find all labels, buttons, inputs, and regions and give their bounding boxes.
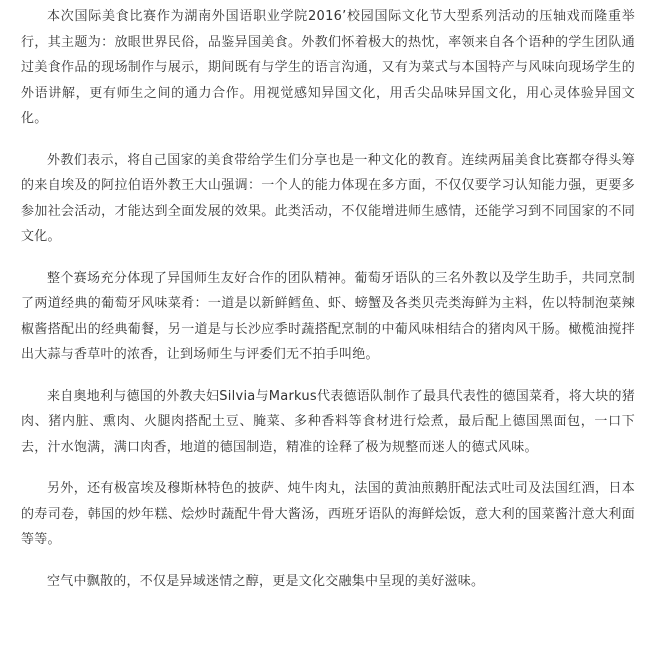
article-paragraph-5: 另外，还有极富埃及穆斯林特色的披萨、炖牛肉丸，法国的黄油煎鹅肝配法式吐司及法国红酒，日本的寿司卷，韩国的炒年糕、烩炒时蔬配牛骨大酱汤，西班牙语队的海鲜烩饭，意大利的国菜酱汁意大利面等等。 (21, 481, 635, 547)
article-paragraph-4: 来自奥地利与德国的外教夫妇Silvia与Markus代表德语队制作了最具代表性的德国菜肴，将大块的猪肉、猪内脏、熏肉、火腿肉搭配土豆、腌菜、多种香料等食材进行烩煮，最后配上德国黑面包，一口下去，汁水饱满，满口肉香，地道的德国制造，精准的诠释了极为规整而迷人的德式风味。 (21, 388, 635, 455)
article-body (21, 0, 635, 594)
article-paragraph-6: 空气中飘散的，不仅是异域迷情之醇，更是文化交融集中呈现的美好滋味。 (47, 573, 485, 589)
article-paragraph-1: 本次国际美食比赛作为湖南外国语职业学院2016’校园国际文化节大型系列活动的压轴戏而隆重举行，其主题为：放眼世界民俗，品鉴异国美食。外教们怀着极大的热忱，率领来自各个语种的学生团队通过美食作品的现场制作与展示，期间既有与学生的语言沟通，又有为菜式与本国特产与风味向现场学生的外语讲解，更有师生之间的通力合作。用视觉感知异国文化，用舌尖品味异国文化，用心灵体验异国文化。 (21, 9, 635, 126)
article-paragraph-3: 整个赛场充分体现了异国师生友好合作的团队精神。葡萄牙语队的三名外教以及学生助手，共同烹制了两道经典的葡萄牙风味菜肴：一道是以新鲜鳕鱼、虾、螃蟹及各类贝壳类海鲜为主料，佐以特制泡菜辣椒酱搭配出的经典葡餐，另一道是与长沙应季时蔬搭配烹制的中葡风味相结合的猪肉风干肠。橄榄油搅拌出大蒜与香草叶的浓香，让到场师生与评委们无不拍手叫绝。 (21, 270, 635, 362)
article-paragraph-2: 外教们表示，将自己国家的美食带给学生们分享也是一种文化的教育。连续两届美食比赛都夺得头筹的来自埃及的阿拉伯语外教王大山强调：一个人的能力体现在多方面，不仅仅要学习认知能力强，更要多参加社会活动，才能达到全面发展的效果。此类活动，不仅能增进师生感情，还能学习到不同国家的不同文化。 (21, 152, 635, 244)
